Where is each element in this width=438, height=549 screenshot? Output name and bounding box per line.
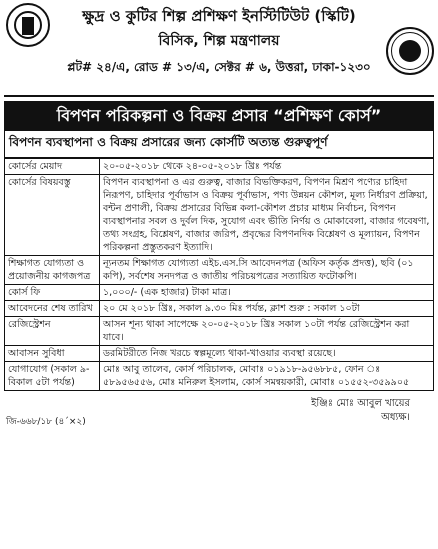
ministry-name: বিসিক, শিল্প মন্ত্রণালয় (158, 33, 280, 49)
table-row (5, 346, 434, 362)
table-row (5, 285, 434, 301)
header (4, 3, 434, 97)
institute-name: ক্ষুদ্র ও কুটির শিল্প প্রশিক্ষণ ইনস্টিটিউট (স্কিটি) (82, 7, 356, 25)
row-value: ২০ মে ২০১৮ খ্রিঃ, সকাল ৯.৩০ মিঃ পর্যন্ত, ক্লাশ শুরু : সকাল ১০টা (100, 301, 434, 317)
row-value: আসন শূন্য থাকা সাপেক্ষে ২০-০৫-২০১৮ খ্রিঃ সকাল ১০টা পর্যন্ত রেজিস্ট্রেশন করা যাবে। (100, 317, 434, 346)
reference-number: জি-৬৬৮/১৮ (৪´×২) (6, 417, 86, 427)
table-row (5, 301, 434, 317)
row-label: যোগাযোগ (সকাল ৯-বিকাল ৫টা পর্যন্ত) (5, 362, 100, 391)
row-value: ন্যূনতম শিক্ষাগত যোগ্যতা এইচ.এস.সি আবেদনপত্র (অফিস কর্তৃক প্রদত্ত), ছবি (০১ কপি), সর্বশেষ সনদপত্র ও জাতীয় পরিচয়পত্রের সত্যায়িত ফটোকপি। (100, 256, 434, 285)
signatory-title: অধ্যক্ষ। (381, 412, 410, 423)
row-value: মোঃ আবু তালেব, কোর্স পরিচালক, মোবাঃ ০১৯১৮-৯৫৬৮৮৫, ফোন ঃ ৫৮৯৫৬৫৫৬, মোঃ মনিরুল ইসলাম, কোর্স সমন্বয়কারী, মোবাঃ ০১৫৫২-৩৫৯৯০৫ (100, 362, 434, 391)
row-label: কোর্সের মেয়াদ (5, 159, 100, 175)
course-details-table (4, 158, 434, 391)
row-value: বিপণন ব্যবস্থাপনা ও এর গুরুত্ব, বাজার বিভক্তিকরণ, বিপণন মিশ্রণ পণ্যের চাহিদা নিরূপণ, চাহিদার পূর্বাভাস ও বিক্রয় পূর্বাভাস, পণ্য উন্নয়ন কৌশল, মূল্য নির্ধারণ প্রক্রিয়া, বন্টন প্রণালী, বিক্রয় প্রসারের বিভিন্ন কলা-কৌশল প্রচার মাধ্যম নির্বাচন, বিপণন ব্যবস্থাপনার সবল ও দুর্বল দিক, সুযোগ এবং ভীতি নির্ণয় ও মোকাবেলা, বাজার গবেষণা, তথ্য সংগ্রহ, বিশ্লেষণ, বাজার জরিপ, প্রবৃদ্ধের বিপণনদিক বিশ্লেষণ ও মূল্যায়ন, বিপণন পরিকল্পনা প্রস্তুতকরণ ইত্যাদি। (100, 175, 434, 256)
institute-address: প্লট# ২৪/এ, রোড # ১৩/এ, সেক্টর # ৬, উত্তরা, ঢাকা-১২৩০ (67, 60, 371, 74)
course-subtitle: বিপণন ব্যবস্থাপনা ও বিক্রয় প্রসারের জন্য কোর্সটি অত্যন্ত গুরুত্বপূর্ণ (4, 131, 434, 158)
row-label: কোর্সের বিষয়বস্তু (5, 175, 100, 256)
signatory-name: ইঞ্জিঃ মোঃ আবুল খায়ের (311, 398, 410, 409)
row-label: শিক্ষাগত যোগ্যতা ও প্রয়োজনীয় কাগজপত্র (5, 256, 100, 285)
row-label: কোর্স ফি (5, 285, 100, 301)
row-value: ১,০০০/- (এক হাজার) টাকা মাত্র। (100, 285, 434, 301)
institute-logo-icon (6, 3, 50, 47)
footer (4, 391, 434, 431)
table-row (5, 175, 434, 256)
course-title-banner: বিপণন পরিকল্পনা ও বিক্রয় প্রসার “প্রশিক্ষণ কোর্স” (4, 101, 434, 131)
row-label: আবেদনের শেষ তারিখ (5, 301, 100, 317)
row-label: আবাসন সুবিধা (5, 346, 100, 362)
advertisement-page (4, 3, 434, 543)
row-value: ২০-০৫-২০১৮ থেকে ২৪-০৫-২০১৮ খ্রিঃ পর্যন্ত (100, 159, 434, 175)
table-row (5, 362, 434, 391)
table-row (5, 256, 434, 285)
signature-block (311, 397, 410, 425)
table-row (5, 159, 434, 175)
row-label: রেজিস্ট্রেশন (5, 317, 100, 346)
table-row (5, 317, 434, 346)
row-value: ডরমিটরীতে নিজ খরচে স্বল্পমূল্যে থাকা-খাওয়ার ব্যবস্থা রয়েছে। (100, 346, 434, 362)
